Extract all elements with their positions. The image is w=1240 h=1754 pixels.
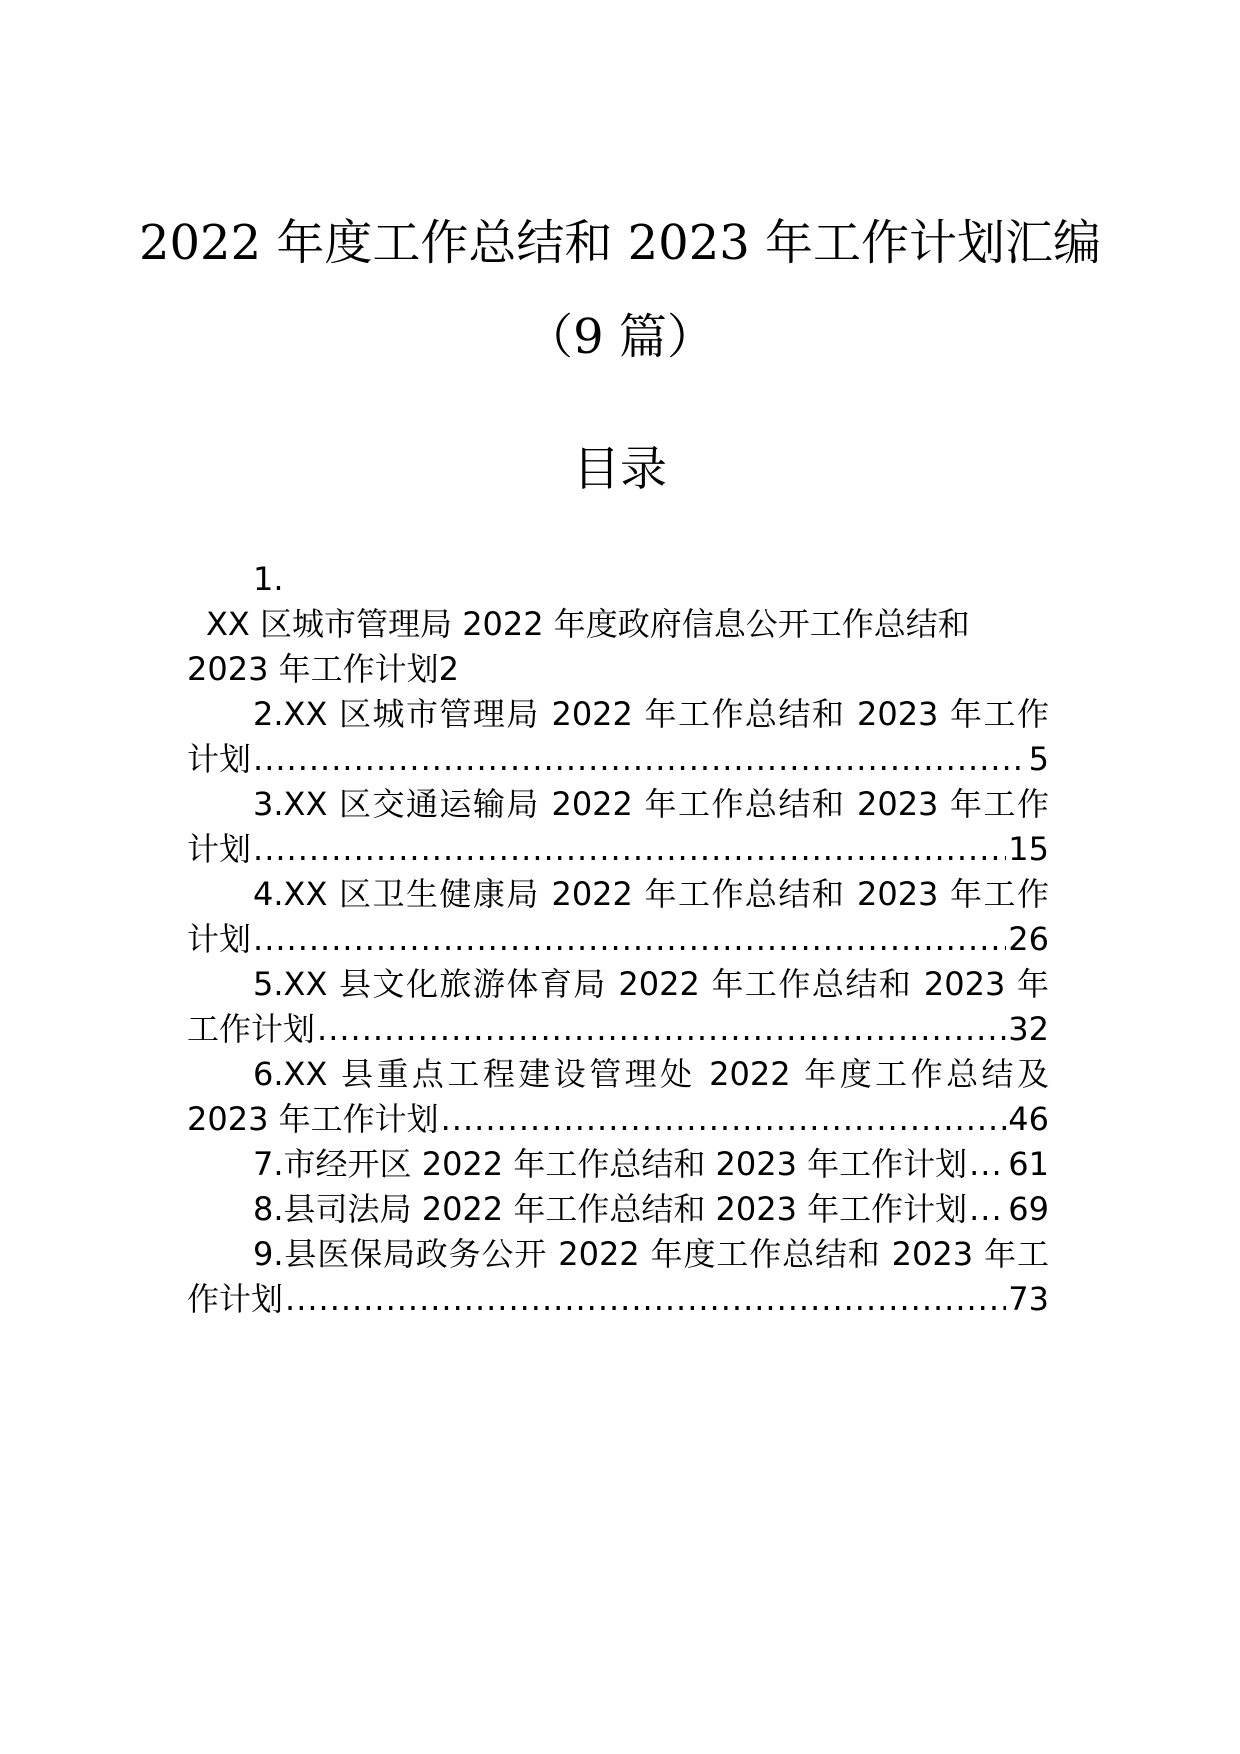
toc-entry-9-leader-line[interactable] bbox=[187, 1276, 1049, 1322]
toc-entry-8[interactable] bbox=[253, 1186, 1049, 1232]
toc-entry-6-leader-line[interactable] bbox=[187, 1096, 1049, 1142]
toc-entry-8-page: 69 bbox=[1008, 1190, 1049, 1228]
toc-heading: 目录 bbox=[573, 442, 667, 497]
toc-entry-9-title-line2: 作计划 bbox=[187, 1280, 284, 1318]
toc-entry-2-leader-line[interactable] bbox=[187, 736, 1049, 782]
toc-entry-5-title[interactable]: 5.XX 县文化旅游体育局 2022 年工作总结和 2023 年 bbox=[253, 965, 1049, 1003]
toc-entry-1-title[interactable]: XX 区城市管理局 2022 年度政府信息公开工作总结和 bbox=[206, 605, 970, 643]
toc-entry-4-leader-line[interactable] bbox=[187, 916, 1049, 962]
toc-entry-6-title[interactable]: 6.XX 县重点工程建设管理处 2022 年度工作总结及 bbox=[253, 1055, 1049, 1093]
toc-entry-7-title: 7.市经开区 2022 年工作总结和 2023 年工作计划 bbox=[253, 1145, 968, 1183]
toc-leader-dots bbox=[441, 1096, 1007, 1142]
toc-entry-1-title-cont[interactable] bbox=[187, 646, 459, 692]
toc-entry-6-page: 46 bbox=[1008, 1100, 1049, 1138]
toc-leader-dots bbox=[253, 916, 1006, 962]
toc-entry-7-page: 61 bbox=[1008, 1145, 1049, 1183]
toc-entry-1-page: 2 bbox=[438, 650, 459, 688]
toc-entry-1-number: 1. bbox=[253, 560, 284, 598]
toc-leader-dots bbox=[253, 736, 1027, 782]
toc-entry-4-page: 26 bbox=[1008, 920, 1049, 958]
toc-leader-dots bbox=[285, 1276, 1006, 1322]
toc-entry-2-title[interactable]: 2.XX 区城市管理局 2022 年工作总结和 2023 年工作 bbox=[253, 695, 1049, 733]
toc-entry-3-title-line2: 计划 bbox=[187, 830, 252, 868]
toc-entry-4-title-line2: 计划 bbox=[187, 920, 252, 958]
toc-entry-5-leader-line[interactable] bbox=[187, 1006, 1049, 1052]
toc-leader-dots bbox=[253, 826, 1006, 872]
toc-entry-5-page: 32 bbox=[1008, 1010, 1049, 1048]
toc-entry-7[interactable] bbox=[253, 1141, 1049, 1187]
toc-entry-9-page: 73 bbox=[1008, 1280, 1049, 1318]
toc-entry-2-title-line2: 计划 bbox=[187, 740, 252, 778]
toc-entry-2-page: 5 bbox=[1028, 740, 1049, 778]
document-subtitle: （9 篇） bbox=[525, 309, 715, 365]
toc-entry-8-title: 8.县司法局 2022 年工作总结和 2023 年工作计划 bbox=[253, 1190, 968, 1228]
toc-leader-dots bbox=[969, 1141, 1006, 1187]
toc-entry-3-title[interactable]: 3.XX 区交通运输局 2022 年工作总结和 2023 年工作 bbox=[253, 785, 1049, 823]
toc-entry-9-title[interactable]: 9.县医保局政务公开 2022 年度工作总结和 2023 年工 bbox=[253, 1235, 1049, 1273]
toc-entry-5-title-line2: 工作计划 bbox=[187, 1010, 316, 1048]
toc-entry-3-page: 15 bbox=[1008, 830, 1049, 868]
toc-entry-6-title-line2: 2023 年工作计划 bbox=[187, 1100, 439, 1138]
toc-leader-dots bbox=[969, 1186, 1006, 1232]
toc-entry-4-title[interactable]: 4.XX 区卫生健康局 2022 年工作总结和 2023 年工作 bbox=[253, 875, 1049, 913]
toc-entry-1-title-line2: 2023 年工作计划 bbox=[187, 650, 439, 688]
toc-entry-3-leader-line[interactable] bbox=[187, 826, 1049, 872]
document-title: 2022 年度工作总结和 2023 年工作计划汇编 bbox=[138, 215, 1102, 271]
toc-leader-dots bbox=[317, 1006, 1006, 1052]
